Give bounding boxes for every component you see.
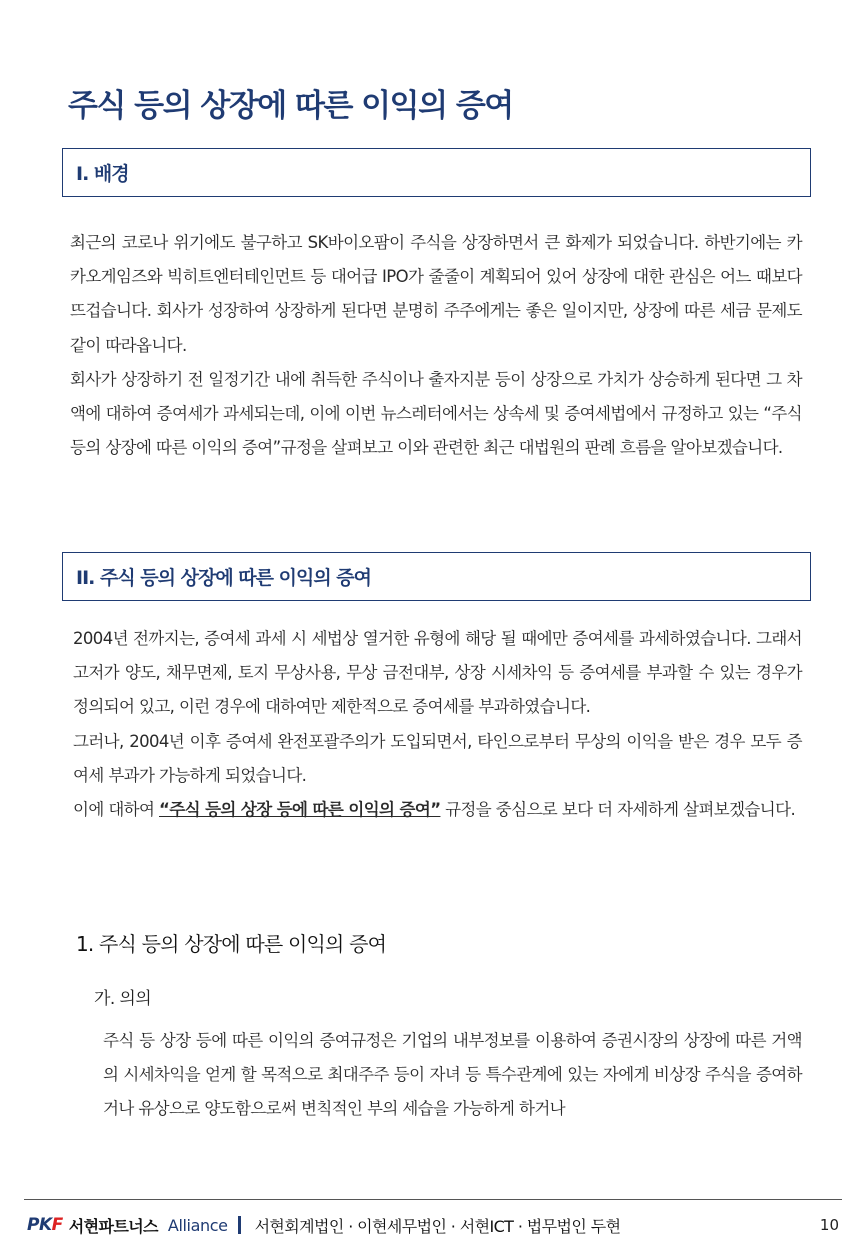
pkf-logo: PKF	[27, 1215, 63, 1235]
subsubsection-heading: 가. 의의	[94, 989, 152, 1009]
paragraph: 2004년 전까지는, 증여세 과세 시 세법상 열거한 유형에 해당 될 때에만 증여세를 과세하였습니다. 그래서 고저가 양도, 채무면제, 토지 무상사용, 무상 금전대부, 상장 시세차익 등 증여세를 부과할 수 있는 경우가 정의되어 있고, 이런 경우에 대하여만 제한적으로 증여세를 부과하였습니다.	[73, 629, 802, 717]
main-body	[73, 622, 802, 827]
subsection-heading: 1. 주식 등의 상장에 따른 이익의 증여	[76, 932, 387, 956]
background-body	[70, 226, 802, 465]
meaning-body	[103, 1024, 802, 1127]
paragraph-text: 이에 대하여	[73, 800, 159, 820]
brand-name: 서현파트너스	[68, 1216, 158, 1236]
footer-divider	[24, 1199, 842, 1200]
footer	[27, 1211, 839, 1239]
paragraph: 최근의 코로나 위기에도 불구하고 SK바이오팜이 주식을 상장하면서 큰 화제가 되었습니다. 하반기에는 카카오게임즈와 빅히트엔터테인먼트 등 대어급 IPO가 줄줄이 계획되어 있어 상장에 대한 관심은 어느 때보다 뜨겁습니다. 회사가 성장하여 상장하게 된다면 분명히 주주에게는 좋은 일이지만, 상장에 따른 세금 문제도 같이 따라옵니다.	[70, 233, 802, 355]
paragraph: 그러나, 2004년 이후 증여세 완전포괄주의가 도입되면서, 타인으로부터 무상의 이익을 받은 경우 모두 증여세 부과가 가능하게 되었습니다.	[73, 731, 802, 785]
section-heading-text: I. 배경	[76, 163, 129, 185]
footer-separator	[238, 1216, 241, 1234]
paragraph	[73, 793, 802, 827]
section-heading-main	[62, 552, 811, 601]
page-title: 주식 등의 상장에 따른 이익의 증여	[68, 88, 513, 124]
section-heading-text: II. 주식 등의 상장에 따른 이익의 증여	[76, 567, 372, 589]
paragraph: 주식 등 상장 등에 따른 이익의 증여규정은 기업의 내부정보를 이용하여 증권시장의 상장에 따른 거액의 시세차익을 얻게 할 목적으로 최대주주 등이 자녀 등 특수관계에 있는 자에게 비상장 주식을 증여하거나 유상으로 양도함으로써 변칙적인 부의 세습을 가능하게 하거나	[103, 1031, 802, 1119]
page-number: 10	[819, 1216, 839, 1234]
emphasized-rule-name: “주식 등의 상장 등에 따른 이익의 증여”	[159, 800, 441, 820]
member-firms: 서현회계법인 · 이현세무법인 · 서현ICT · 법무법인 두현	[254, 1216, 621, 1236]
paragraph-text: 규정을 중심으로 보다 더 자세하게 살펴보겠습니다.	[440, 800, 796, 820]
section-heading-background	[62, 148, 811, 197]
paragraph: 회사가 상장하기 전 일정기간 내에 취득한 주식이나 출자지분 등이 상장으로 가치가 상승하게 된다면 그 차액에 대하여 증여세가 과세되는데, 이에 이번 뉴스레터에서는 상속세 및 증여세법에서 규정하고 있는 “주식 등의 상장에 따른 이익의 증여”규정을 살펴보고 이와 관련한 최근 대법원의 판례 흐름을 알아보겠습니다.	[70, 369, 802, 458]
alliance-label: Alliance	[167, 1215, 228, 1235]
